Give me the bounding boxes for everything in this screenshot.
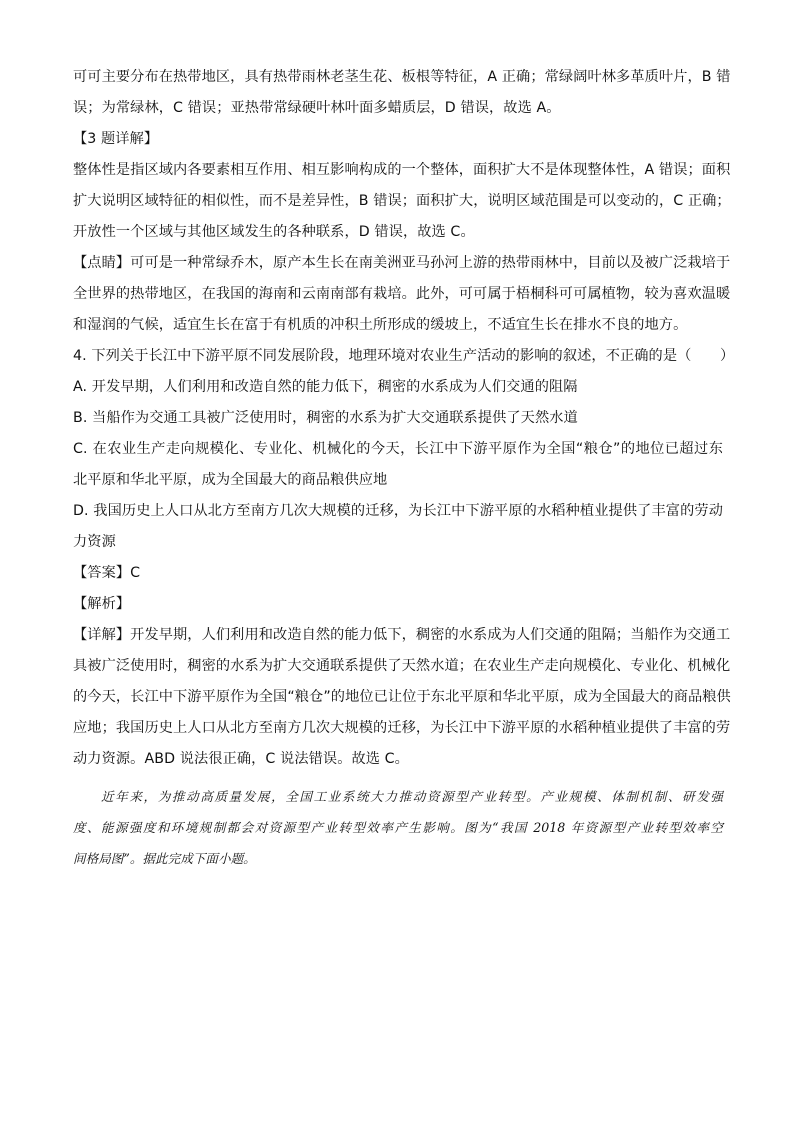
option-b: B. 当船作为交通工具被广泛使用时，稠密的水系为扩大交通联系提供了天然水道 [73,410,578,426]
option-d: D. 我国历史上人口从北方至南方几次大规模的迁移，为长江中下游平原的水稻种植业提供了丰富的劳动 [73,503,723,519]
analysis-heading: 【解析】 [73,596,131,612]
question-stem: 4. 下列关于长江中下游平原不同发展阶段，地理环境对农业生产活动的影响的叙述，不正确的是（ ） [73,348,735,364]
paragraph-line: 扩大说明区域特征的相似性，而不是差异性，B 错误；面积扩大，说明区域范围是可以变动的，C 正确； [73,193,731,209]
paragraph-line: 整体性是指区域内各要素相互作用、相互影响构成的一个整体，面积扩大不是体现整体性，A 错误；面积 [73,162,731,178]
explanation-line: 动力资源。ABD 说法很正确，C 说法错误。故选 C。 [73,751,409,767]
option-d-continued: 力资源 [73,534,116,550]
option-a: A. 开发早期，人们利用和改造自然的能力低下，稠密的水系成为人们交通的阻隔 [73,379,578,395]
document-page [73,62,735,874]
material-line: 度、能源强度和环境规制都会对资源型产业转型效率产生影响。图为“我国 2018 年资源型产业转型效率空 [73,820,723,835]
note-paragraph-line: 和湿润的气候，适宜生长在富于有机质的冲积土所形成的缓坡上，不适宜生长在排水不良的地方。 [73,317,688,333]
option-c: C. 在农业生产走向规模化、专业化、机械化的今天，长江中下游平原作为全国“粮仓”的地位已超过东 [73,441,723,457]
note-paragraph-line: 【点睛】可可是一种常绿乔木，原产本生长在南美洲亚马孙河上游的热带雨林中，目前以及被广泛栽培于 [73,255,731,271]
material-line: 近年来，为推动高质量发展，全国工业系统大力推动资源型产业转型。产业规模、体制机制、研发强 [101,789,723,804]
option-c-continued: 北平原和华北平原，成为全国最大的商品粮供应地 [73,472,388,488]
explanation-line: 应地；我国历史上人口从北方至南方几次大规模的迁移，为长江中下游平原的水稻种植业提供了丰富的劳 [73,720,731,736]
note-paragraph-line: 全世界的热带地区，在我国的海南和云南南部有栽培。此外，可可属于梧桐科可可属植物，较为喜欢温暖 [73,286,731,302]
paragraph-line: 可可主要分布在热带地区，具有热带雨林老茎生花、板根等特征，A 正确；常绿阔叶林多革质叶片，B 错 [73,69,731,85]
answer-label: 【答案】C [73,565,141,581]
material-line: 间格局图”。据此完成下面小题。 [73,851,256,866]
explanation-line: 具被广泛使用时，稠密的水系为扩大交通联系提供了天然水道；在农业生产走向规模化、专业化、机械化 [73,658,731,674]
explanation-line: 的今天，长江中下游平原作为全国“粮仓”的地位已让位于东北平原和华北平原，成为全国最大的商品粮供 [73,689,731,705]
paragraph-line: 开放性一个区域与其他区域发生的各种联系，D 错误，故选 C。 [73,224,475,240]
paragraph-line: 误；为常绿林，C 错误；亚热带常绿硬叶林叶面多蜡质层，D 错误，故选 A。 [73,100,561,116]
material-intro [73,781,723,874]
explanation-line: 【详解】开发早期，人们利用和改造自然的能力低下，稠密的水系成为人们交通的阻隔；当船作为交通工 [73,627,731,643]
section-heading: 【3 题详解】 [73,131,159,147]
